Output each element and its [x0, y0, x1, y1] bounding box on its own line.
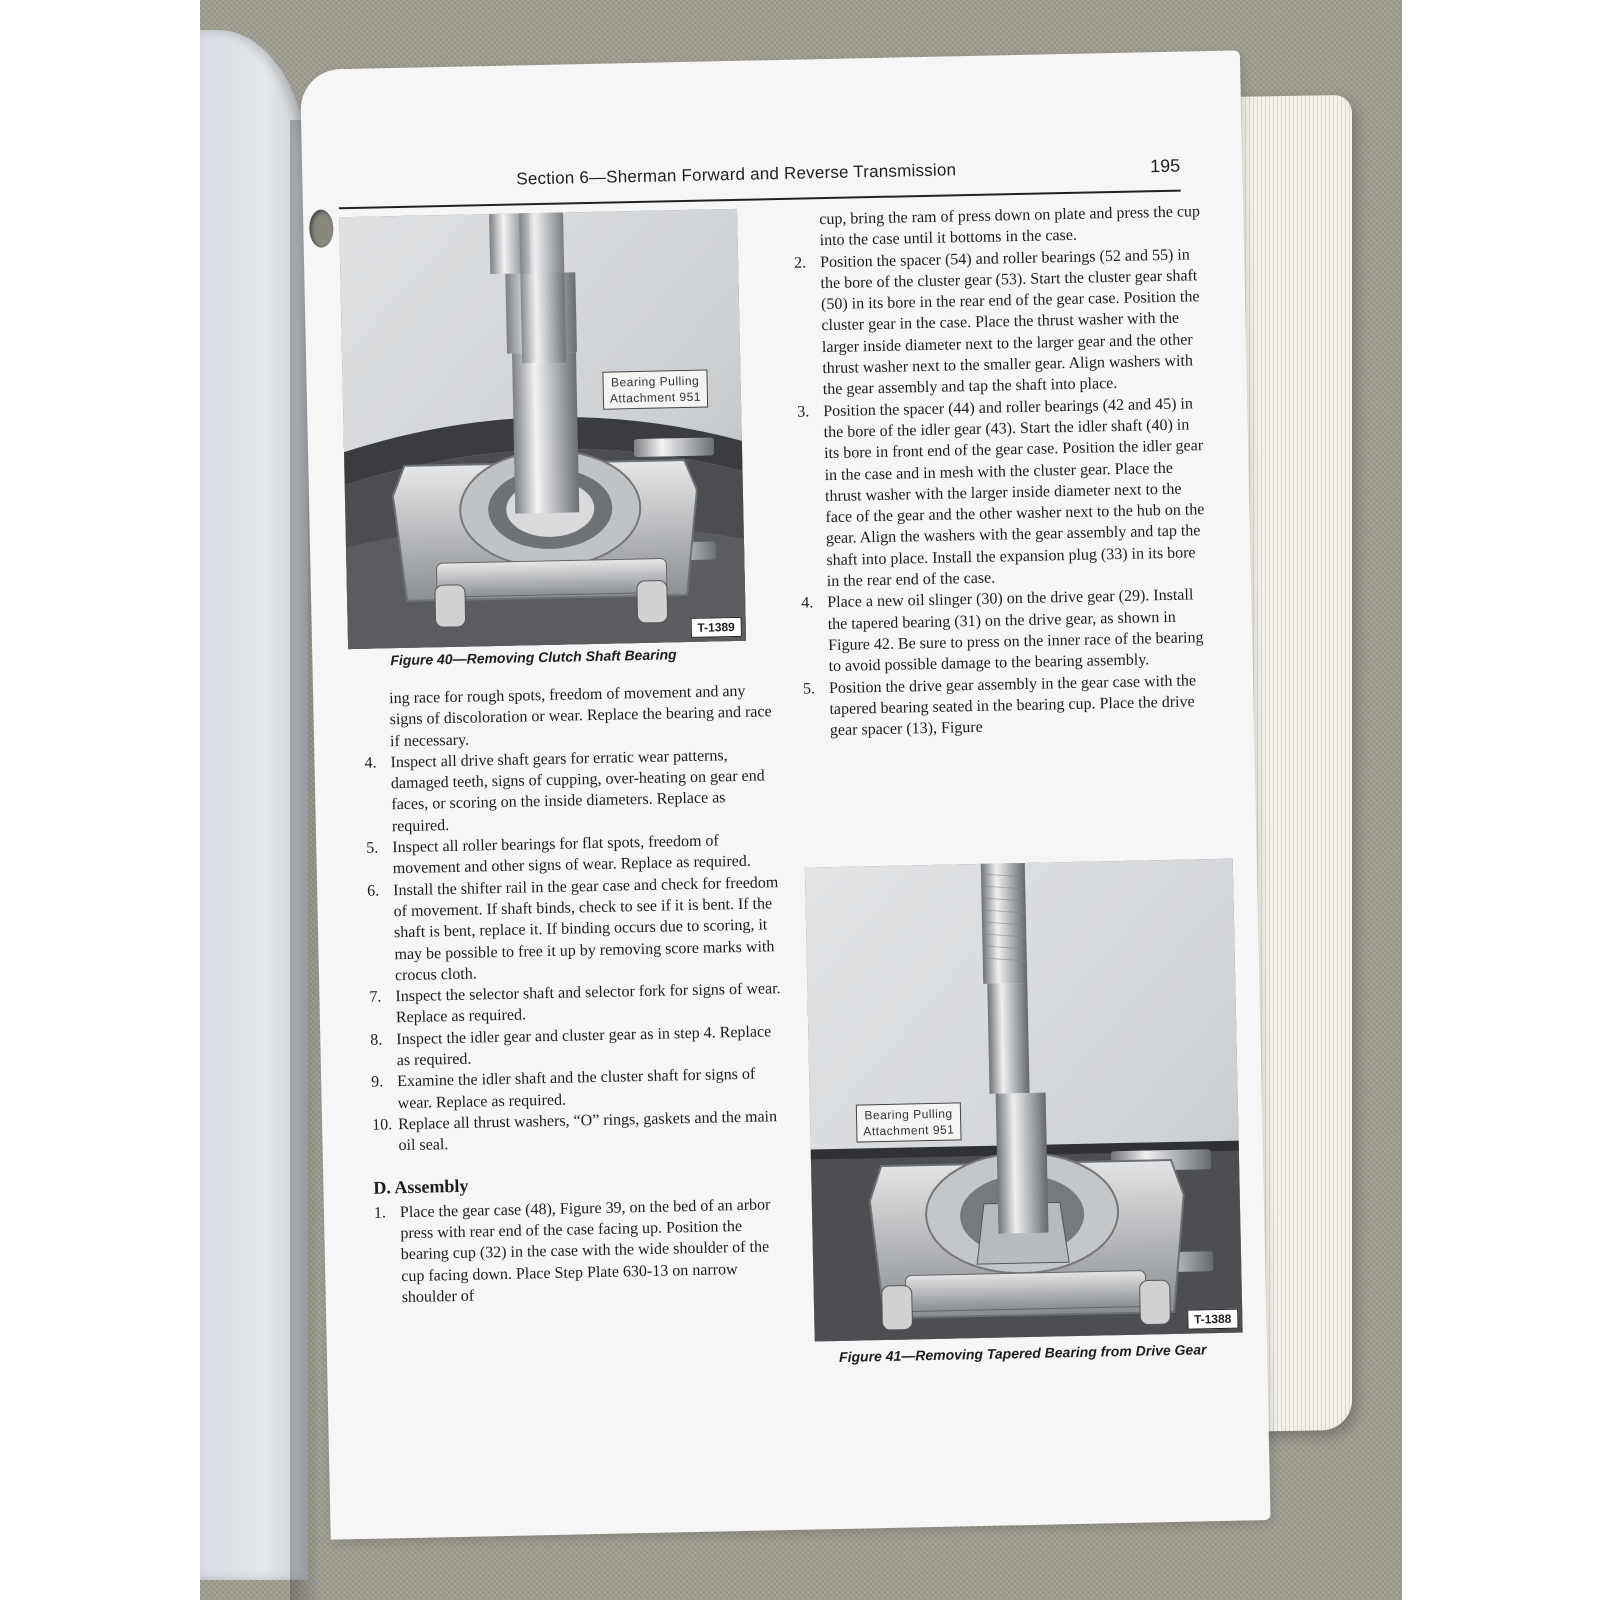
- list-item: 6. Install the shifter rail in the gear case and check for freedom of movement. If shaft binds, check to see if it is bent. If the shaft is bent, replace it. If binding occurs due to scoring, it may be possible to free it up by removing score marks with crocus cloth.: [367, 873, 779, 985]
- figure-41-photo: [805, 859, 1243, 1342]
- list-item: 10. Replace all thrust washers, “O” rings, gaskets and the main oil seal.: [371, 1108, 778, 1155]
- list-item: 4. Place a new oil slinger (30) on the drive gear (29). Install the tapered bearing (31) on the drive gear, as shown in Figure 42. Be sure to press on the inner race of the bearing to avoid possible damage to the bearing assembly.: [801, 586, 1204, 676]
- list-item: 5. Inspect all roller bearings for flat spots, freedom of movement and other signs of wear. Replace as required.: [366, 832, 751, 878]
- assembly-heading: D. Assembly: [373, 1175, 469, 1198]
- right-text-column: [793, 201, 1214, 742]
- left-text-column: [363, 680, 788, 1309]
- figure-40-photo: [339, 209, 746, 649]
- clutch-shaft-bearing-image: [339, 209, 746, 649]
- list-item: 2. Position the spacer (54) and roller bearings (52 and 55) in the bore of the cluster gear (53). Start the cluster gear shaft (50) in its bore in the rear end of the gear case. Position the cluster gear in the case. Place the thrust washer with the larger inside diameter next to the larger gear and the other thrust washer next to the smaller gear. Align washers with the gear assembly and tap the shaft into place.: [793, 246, 1200, 399]
- list-item: 9. Examine the idler shaft and the cluster shaft for signs of wear. Replace as required.: [371, 1066, 756, 1112]
- right-white-border: [1402, 0, 1600, 1600]
- list-item: 5. Position the drive gear assembly in the gear case with the tapered bearing seated in the bearing cup. Place the drive gear spacer (13), Figure: [802, 671, 1197, 740]
- list-item: 4. Inspect all drive shaft gears for erratic wear patterns, damaged teeth, signs of cupping, over-heating on gear end faces, or scoring on the inside diameters. Replace as required.: [364, 747, 765, 836]
- figure-41-tag: T-1388: [1187, 1309, 1239, 1330]
- continuation-text: cup, bring the ram of press down on plate and press the cup into the case until it bottoms in the case.: [819, 203, 1201, 250]
- figure-40-callout: Bearing Pulling Attachment 951: [602, 370, 708, 410]
- figure-41-caption: Figure 41—Removing Tapered Bearing from Drive Gear: [838, 1341, 1207, 1365]
- list-item: 7. Inspect the selector shaft and selector fork for signs of wear. Replace as required.: [369, 980, 781, 1027]
- section-title: Section 6—Sherman Forward and Reverse Transmission: [516, 160, 957, 189]
- list-item: 8. Inspect the idler gear and cluster gear as in step 4. Replace as required.: [370, 1023, 772, 1070]
- list-item: 1. Place the gear case (48), Figure 39, on the bed of an arbor press with rear end of the case facing up. Position the bearing cup (32) in the case with the wide shoulder of the cup facing down. Place Step Plate 630-13 on narrow shoulder of: [373, 1196, 771, 1307]
- page-number: 195: [1149, 155, 1181, 177]
- book-page: [300, 50, 1271, 1539]
- drive-gear-bearing-image: [805, 859, 1243, 1342]
- continuation-text: ing race for rough spots, freedom of movement and any signs of discoloration or wear. Replace the bearing and race if necessary.: [389, 682, 772, 750]
- figure-41-callout: Bearing Pulling Attachment 951: [856, 1102, 962, 1142]
- binding-hole: [309, 209, 334, 247]
- list-item: 3. Position the spacer (44) and roller bearings (42 and 45) in the bore of the idler gear (43). Start the idler shaft (40) in its bore in front end of the gear case. Position the idler gear in the case and in mesh with the cluster gear. Place the thrust washer with the larger inside diameter next to the face of the gear and the other washer next to the hub on the gear. Align the washers with the gear assembly and tap the shaft into place. Install the expansion plug (33) in its bore in the rear end of the case.: [797, 395, 1205, 591]
- figure-40-tag: T-1389: [690, 617, 742, 638]
- figure-40-caption: Figure 40—Removing Clutch Shaft Bearing: [390, 646, 677, 669]
- left-white-border: [0, 0, 200, 1600]
